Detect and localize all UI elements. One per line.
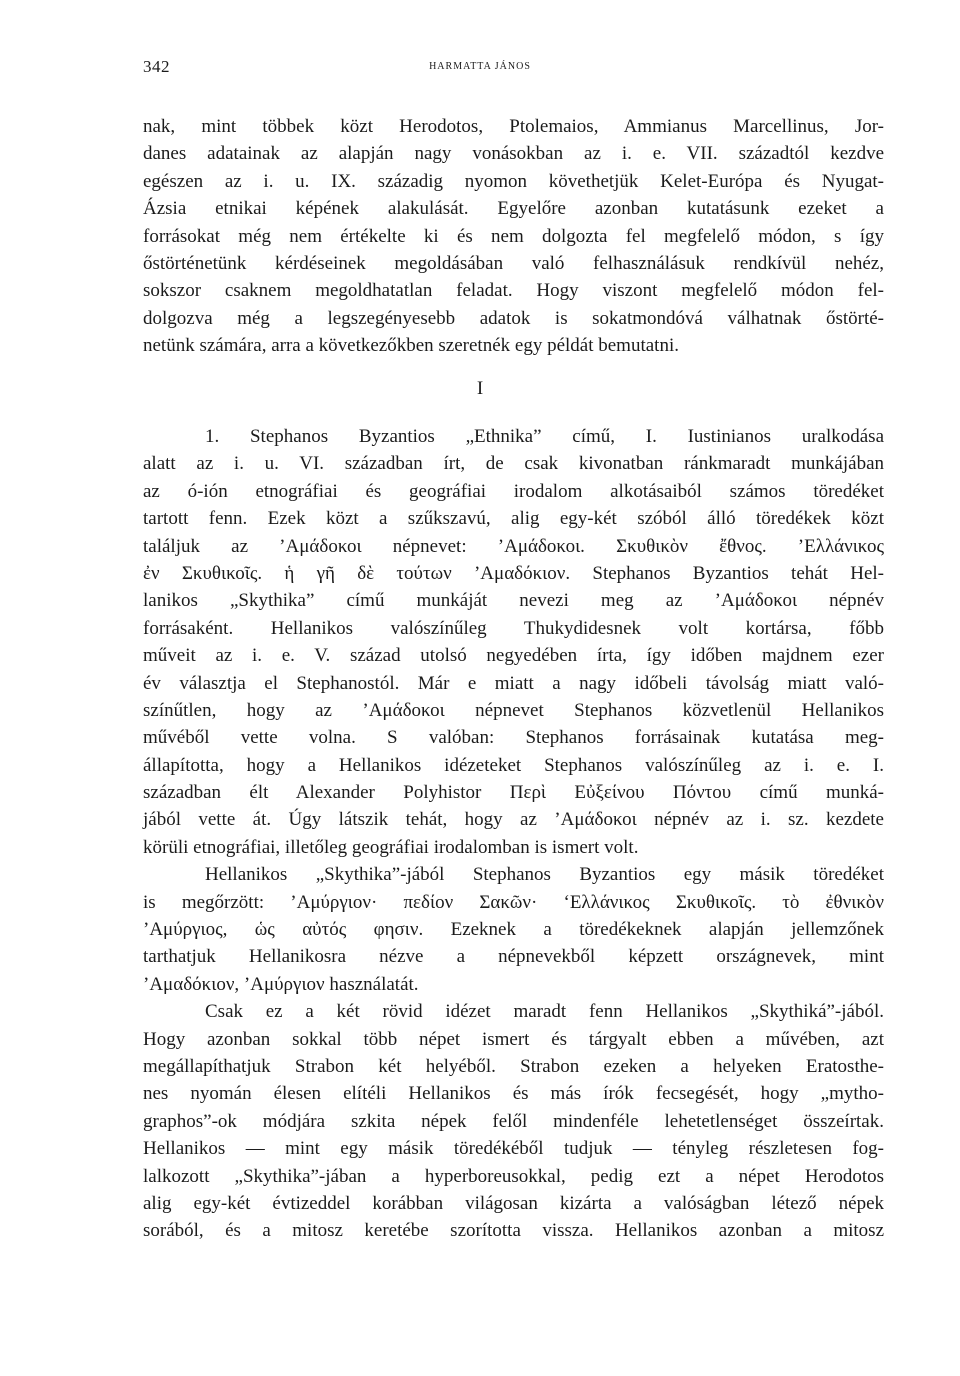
text-line: ’Αμαδόκιον, ’Αμύργιον használatát. [143,973,419,995]
text-line: században élt Alexander Polyhistor Περὶ Εὐξείνου Πόντου című munká- [143,782,884,804]
text-line: alatt az i. u. VI. században írt, de csak kivonatban ránkmaradt munkájában [143,453,884,475]
text-line: graphos”-ok módjára szkita népek felől mindenféle lehetetlenséget összeírtak. [143,1110,884,1132]
text-line: lanikos „Skythika” című munkáját nevezi meg az ’Αμάδοκοι népnév [143,590,884,612]
text-line: Hogy azonban sokkal több népet ismert és tárgyalt ebben a művében, azt [143,1028,884,1050]
text-line: ’Αμύργιος, ὡς αὐτός φησιν. Ezeknek a töredékeknek alapján jellemzőnek [143,919,884,941]
text-line: sokszor csaknem megoldhatatlan feladat. Hogy viszont megfelelő módon fel- [143,280,884,302]
text-line: sorából, és a mitosz keretébe szorította vissza. Hellanikos azonban a mitosz [143,1220,884,1242]
text-line: forrásaként. Hellanikos valószínűleg Thukydidesnek volt kortársa, főbb [143,617,884,639]
text-line: nes nyomán élesen elítéli Hellanikos és más írók fecsegését, hogy „mytho- [143,1083,884,1105]
text-line: nak, mint többek közt Herodotos, Ptolemaios, Ammianus Marcellinus, Jor- [143,116,884,137]
text-line: forrásokat még nem értékelte ki és nem dolgozta fel megfelelő módon, s így [143,225,884,247]
text-line: dolgozva még a legszegényesebb adatok is sokatmondóvá válhatnak őstörté- [143,307,884,329]
section-heading: I [476,378,484,399]
text-line: állapította, hogy a Hellanikos idézeteket Stephanos valószínűleg az i. e. I. [143,754,884,776]
text-line: művéből vette volna. S valóban: Stephanos forrásainak kutatása meg- [143,727,884,749]
text-line: megállapíthatjuk Strabon két helyéből. Strabon ezeken a helyeken Eratosthe- [143,1055,884,1077]
intro-paragraph [143,113,884,360]
text-line: netünk számára, arra a következőkben szeretnék egy példát bemutatni. [143,335,679,357]
page-number: 342 [143,57,170,76]
text-line: Hellanikos — mint egy másik töredékéből tudjuk — tényleg részletesen fog- [143,1138,884,1160]
text-line: az ó-ión etnográfiai és geográfiai irodalom alkotásaiból számos töredéket [143,480,884,502]
text-line: jából vette át. Úgy látszik tehát, hogy az ’Αμάδοκοι népnév az i. sz. kezdete [143,809,884,831]
text-line: színűtlen, hogy az ’Αμάδοκοι népnevet Stephanos közvetlenül Hellanikos [143,699,884,721]
text-line: Hellanikos „Skythika”-jából Stephanos Byzantios egy másik töredéket [205,864,884,886]
text-line: danes adatainak az alapján nagy vonásokban az i. e. VII. századtól kezdve [143,143,884,165]
text-line: tarthatjuk Hellanikosra nézve a népnevekből képzett országnevek, mint [143,946,884,968]
text-line: ἐν Σκυθικοῖς. ἡ γῆ δὲ τούτων ’Αμαδόκιον. Stephanos Byzantios tehát Hel- [143,562,884,584]
section-body [143,423,884,1245]
text-line: műveit az i. e. V. század utolsó negyedében írta, így időben majdnem ezer [143,645,884,667]
text-line: alig egy-két évtizeddel korábban világosan kizárta a valóságban létező népek [143,1192,884,1214]
text-line: Ázsia etnikai képének alakulását. Egyelőre azonban kutatásunk ezeket a [143,198,884,220]
text-line: őstörténetünk kérdéseinek megoldásában való felhasználásuk rendkívül nehéz, [143,252,884,274]
text-line: tartott fenn. Ezek közt a szűkszavú, alig egy-két szóból álló töredékek közt [143,508,884,530]
text-line: Csak ez a két rövid idézet maradt fenn Hellanikos „Skythiká”-jából. [205,1001,884,1023]
text-line: is megőrzött: ’Αμύργιον· πεδίον Σακῶν· ‘Ελλάνικος Σκυθικοῖς. τὸ ἐθνικὸν [143,891,884,913]
text-line: találjuk az ’Αμάδοκοι népnevet: ’Αμάδοκοι. Σκυθικὸν ἔθνος. ’Ελλάνικος [143,535,884,557]
text-line: év választja el Stephanostól. Már e miatt a nagy időbeli távolság miatt való- [143,672,884,694]
running-head: HARMATTA JÁNOS [429,61,531,72]
text-line: 1. Stephanos Byzantios „Ethnika” című, I. Iustinianos uralkodása [205,426,884,447]
text-line: körüli etnográfiai, illetőleg geográfiai irodalomban is ismert volt. [143,836,639,858]
text-line: egészen az i. u. IX. századig nyomon követhetjük Kelet-Európa és Nyugat- [143,170,884,192]
text-line: lalkozott „Skythika”-jában a hyperboreusokkal, pedig ezt a népet Herodotos [143,1165,884,1187]
